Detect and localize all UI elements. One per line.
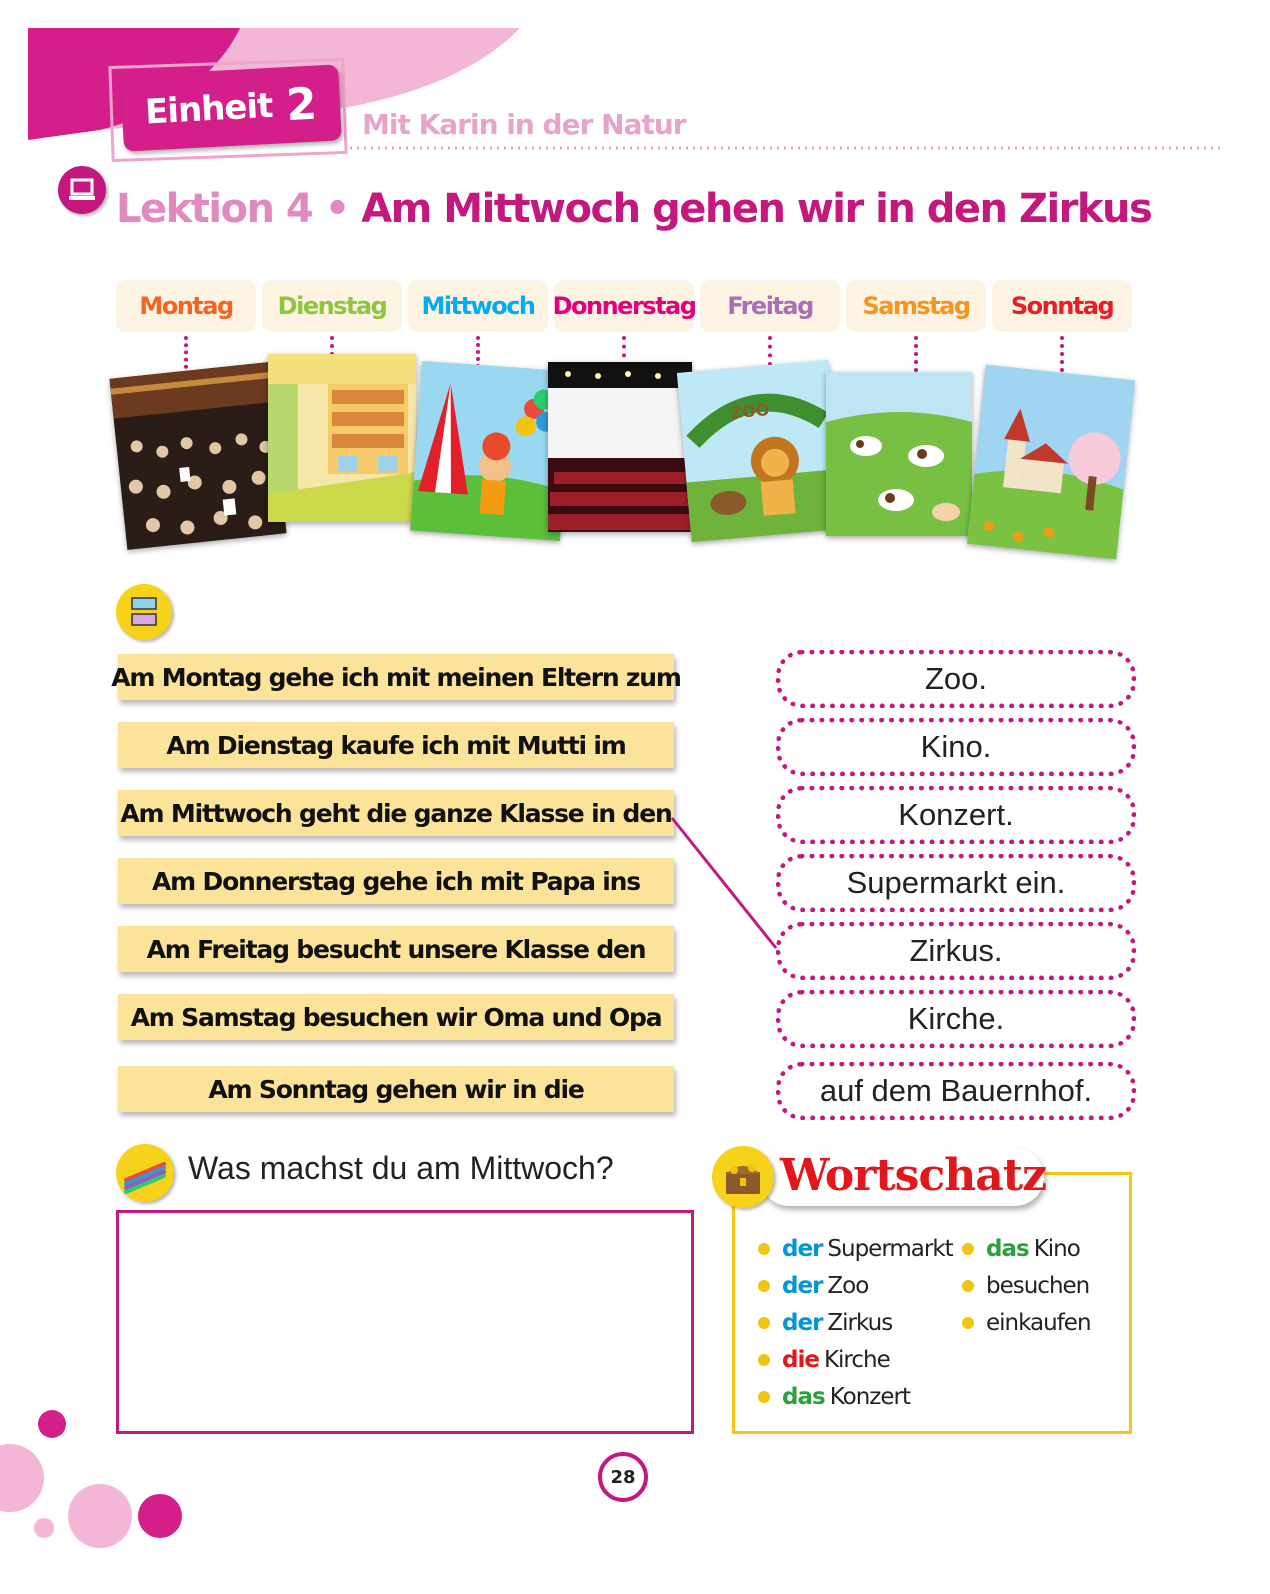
vocab-item: einkaufen bbox=[962, 1304, 1091, 1341]
vocab-item: der Zoo bbox=[758, 1267, 953, 1304]
lesson-bullet: • bbox=[324, 186, 349, 232]
day-chip-sonntag: Sonntag bbox=[992, 280, 1132, 332]
page-number: 28 bbox=[598, 1452, 648, 1502]
vocab-item: die Kirche bbox=[758, 1341, 953, 1378]
treasure-chest-icon bbox=[712, 1146, 774, 1208]
vocab-item: das Konzert bbox=[758, 1378, 953, 1415]
answer-4[interactable]: Supermarkt ein. bbox=[776, 854, 1136, 912]
vocab-item: der Zirkus bbox=[758, 1304, 953, 1341]
vocab-item: das Kino bbox=[962, 1230, 1091, 1267]
answer-5[interactable]: Zirkus. bbox=[776, 922, 1136, 980]
answer-7[interactable]: auf dem Bauernhof. bbox=[776, 1062, 1136, 1120]
answer-1[interactable]: Zoo. bbox=[776, 650, 1136, 708]
computer-icon bbox=[58, 166, 106, 214]
day-chip-freitag: Freitag bbox=[700, 280, 840, 332]
answer-3[interactable]: Konzert. bbox=[776, 786, 1136, 844]
lesson-title bbox=[116, 186, 1151, 232]
day-chip-mittwoch: Mittwoch bbox=[408, 280, 548, 332]
matching-exercise-icon bbox=[116, 584, 172, 640]
sentence-7: Am Sonntag gehen wir in die bbox=[118, 1066, 674, 1112]
sentence-4: Am Donnerstag gehe ich mit Papa ins bbox=[118, 858, 674, 904]
answer-2[interactable]: Kino. bbox=[776, 718, 1136, 776]
farm-picture bbox=[826, 372, 972, 536]
writing-question: Was machst du am Mittwoch? bbox=[188, 1150, 614, 1186]
unit-badge bbox=[120, 64, 342, 151]
sentence-3: Am Mittwoch geht die ganze Klasse in den bbox=[118, 790, 674, 836]
zoo-picture bbox=[677, 360, 843, 543]
sentence-5: Am Freitag besucht unsere Klasse den bbox=[118, 926, 674, 972]
sentence-1: Am Montag gehe ich mit meinen Eltern zum bbox=[118, 654, 674, 700]
day-chip-samstag: Samstag bbox=[846, 280, 986, 332]
day-chip-donnerstag: Donnerstag bbox=[554, 280, 694, 332]
footer-decoration bbox=[0, 1400, 200, 1594]
day-chip-dienstag: Dienstag bbox=[262, 280, 402, 332]
connector-mittwoch bbox=[476, 336, 480, 368]
answer-6[interactable]: Kirche. bbox=[776, 990, 1136, 1048]
vocab-item: besuchen bbox=[962, 1267, 1091, 1304]
supermarket-picture bbox=[268, 354, 416, 522]
unit-subtitle: Mit Karin in der Natur bbox=[362, 108, 686, 141]
wortschatz-col-1 bbox=[758, 1230, 953, 1415]
svg-text:ZOO: ZOO bbox=[729, 400, 771, 423]
sentence-6: Am Samstag besuchen wir Oma und Opa bbox=[118, 994, 674, 1040]
unit-number: 2 bbox=[284, 78, 319, 131]
wortschatz-col-2 bbox=[962, 1230, 1091, 1341]
sentence-2: Am Dienstag kaufe ich mit Mutti im bbox=[118, 722, 674, 768]
cinema-picture bbox=[548, 362, 692, 532]
lesson-heading: Am Mittwoch gehen wir in den Zirkus bbox=[361, 186, 1152, 232]
day-chip-montag: Montag bbox=[116, 280, 256, 332]
church-picture bbox=[967, 365, 1135, 560]
writing-answer-box[interactable] bbox=[116, 1210, 694, 1434]
connector-freitag bbox=[768, 336, 772, 366]
pencils-icon bbox=[116, 1144, 174, 1202]
concert-picture bbox=[109, 362, 286, 550]
connector-dienstag bbox=[330, 336, 334, 356]
vocab-item: der Supermarkt bbox=[758, 1230, 953, 1267]
connector-samstag bbox=[914, 336, 918, 372]
wortschatz-title: Wortschatz bbox=[780, 1150, 1047, 1201]
lesson-prefix: Lektion 4 bbox=[116, 186, 313, 232]
unit-label: Einheit bbox=[144, 85, 274, 133]
